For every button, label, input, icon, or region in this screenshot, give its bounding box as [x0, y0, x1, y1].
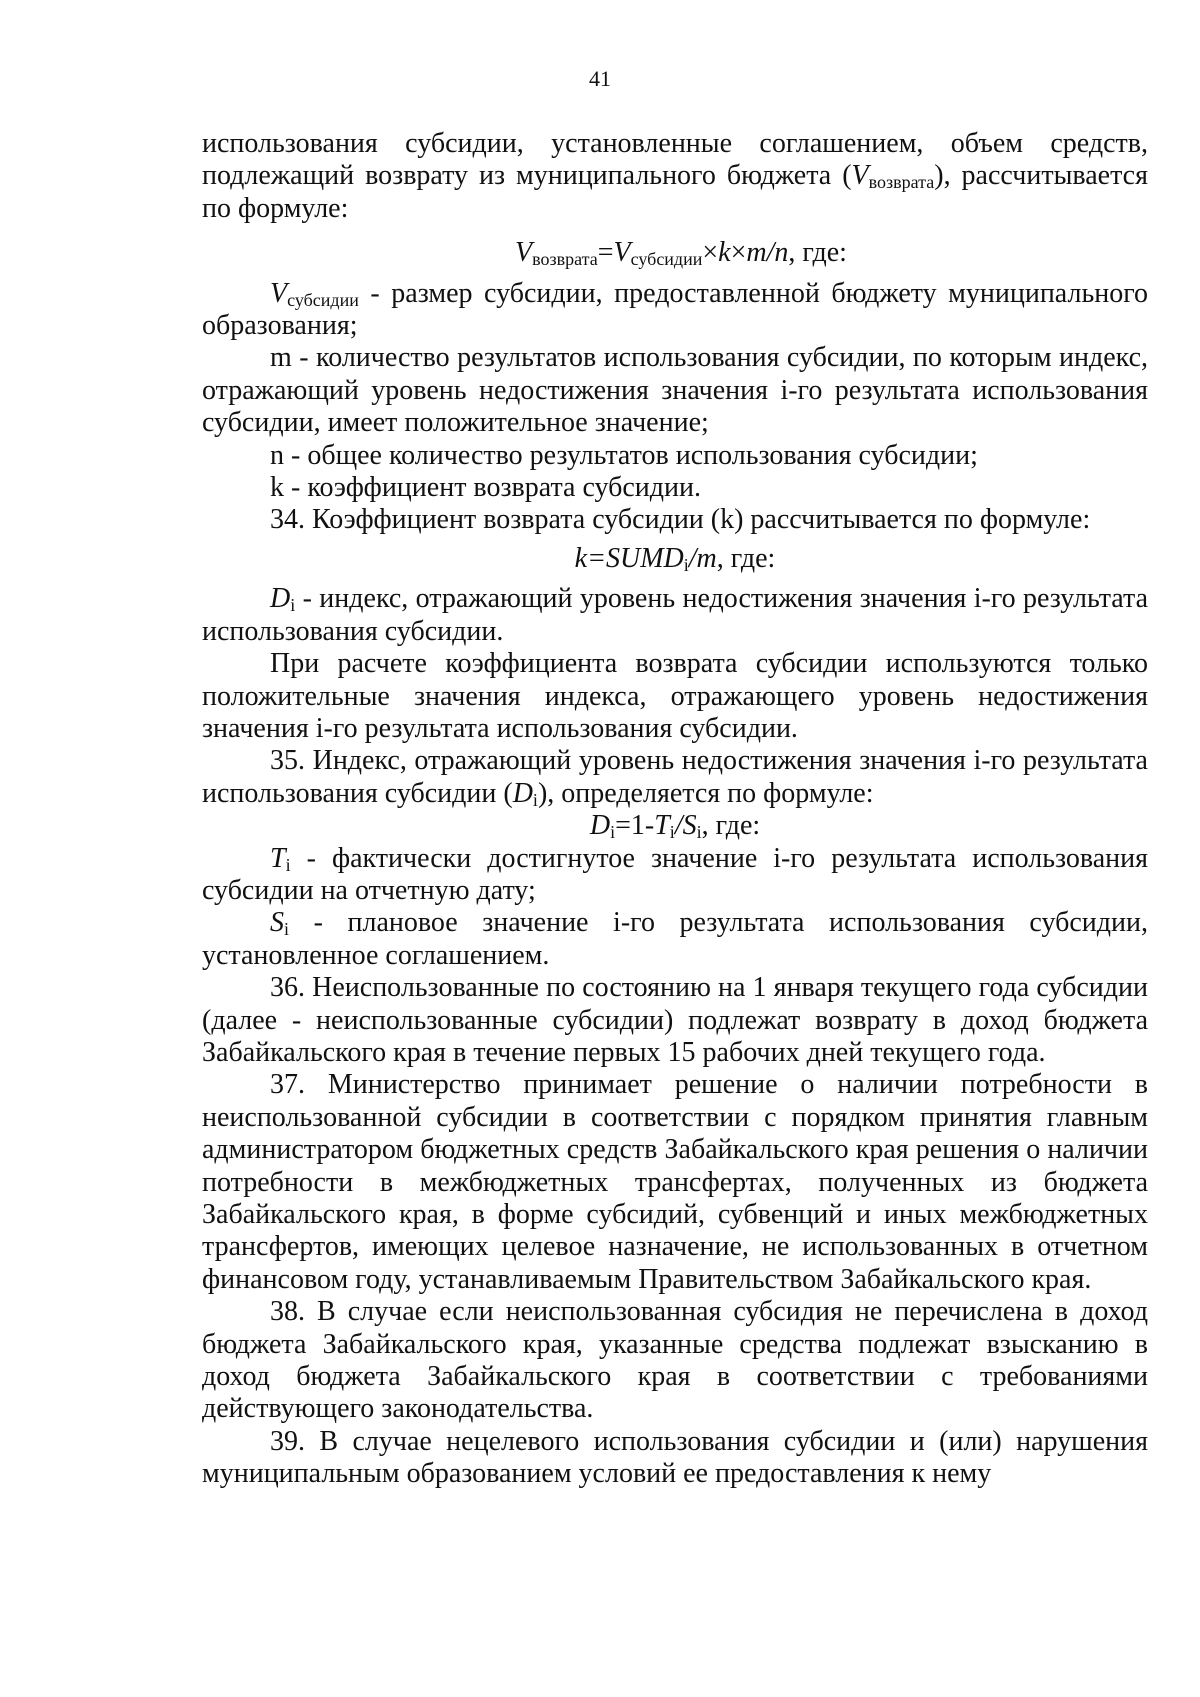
paragraph-calculation-note: При расчете коэффициента возврата субсидии используются только положительные значения индекса, отражающего уровень недостижения значения i-го результата использования субсидии.	[202, 648, 1148, 744]
paragraph-35: 35. Индекс, отражающий уровень недостижения значения i-го результата использования субсидии $(D_i)$, определяется по формуле:	[202, 745, 1148, 810]
page-number: 41	[589, 66, 611, 91]
definition-d: $D_i$ - индекс, отражающий уровень недостижения значения i-го результата использования субсидии.	[202, 583, 1148, 647]
paragraph-36: 36. Неиспользованные по состоянию на 1 января текущего года субсидии (далее - неиспользованные субсидии) подлежат возврату в доход бюджета Забайкальского края в течение первых 15 рабочих дней текущего года.	[202, 972, 1148, 1068]
definition-m: m - количество результатов использования субсидии, по которым индекс, отражающий уровень недостижения значения i-го результата использования субсидии, имеет положительное значение;	[202, 342, 1148, 439]
paragraph-37: 37. Министерство принимает решение о наличии потребности в неиспользованной субсидии в соответствии с порядком принятия главным администратором бюджетных средств Забайкальского края решения о наличии потребности в межбюджетных трансфертах, полученных из бюджета Забайкальского края, в форме субсидий, субвенций и иных межбюджетных трансфертов, имеющих целевое назначение, не использованных в отчетном финансовом году, устанавливаемым Правительством Забайкальского края.	[202, 1069, 1148, 1295]
definition-s: $S_i$ - плановое значение i-го результата использования субсидии, установленное соглашением.	[202, 907, 1148, 971]
paragraph-39: 39. В случае нецелевого использования субсидии и (или) нарушения муниципальным образованием условий ее предоставления к нему	[202, 1425, 1148, 1490]
definition-k: k - коэффициент возврата субсидии.	[270, 472, 702, 504]
definition-v-subsidy: $V_{субсидии}$ - размер субсидии, предоставленной бюджету муниципального образования;	[202, 277, 1148, 342]
paragraph-34: 34. Коэффициент возврата субсидии (k) рассчитывается по формуле:	[270, 504, 1091, 536]
paragraph-intro: использования субсидии, установленные соглашением, объем средств, подлежащий возврату из муниципального бюджета $(V_{возврата})$, рассчитывается по формуле:	[202, 128, 1148, 224]
formula-k: $k=SUMD_i/m$, где:	[574, 542, 776, 575]
definition-t: $T_i$ - фактически достигнутое значение i-го результата использования субсидии на отчетную дату;	[202, 842, 1148, 906]
definition-n: n - общее количество результатов использования субсидии;	[270, 439, 978, 471]
document-body	[202, 128, 1148, 1491]
formula-d: $D_i=1-T_i/S_i$, где:	[589, 810, 761, 843]
formula-return-volume: $V_{возврата}=V_{субсидии}\times k\times m/n$, где:	[515, 237, 847, 270]
paragraph-38: 38. В случае если неиспользованная субсидия не перечислена в доход бюджета Забайкальского края, указанные средства подлежат взысканию в доход бюджета Забайкальского края в соответствии с требованиями действующего законодательства.	[202, 1296, 1148, 1425]
